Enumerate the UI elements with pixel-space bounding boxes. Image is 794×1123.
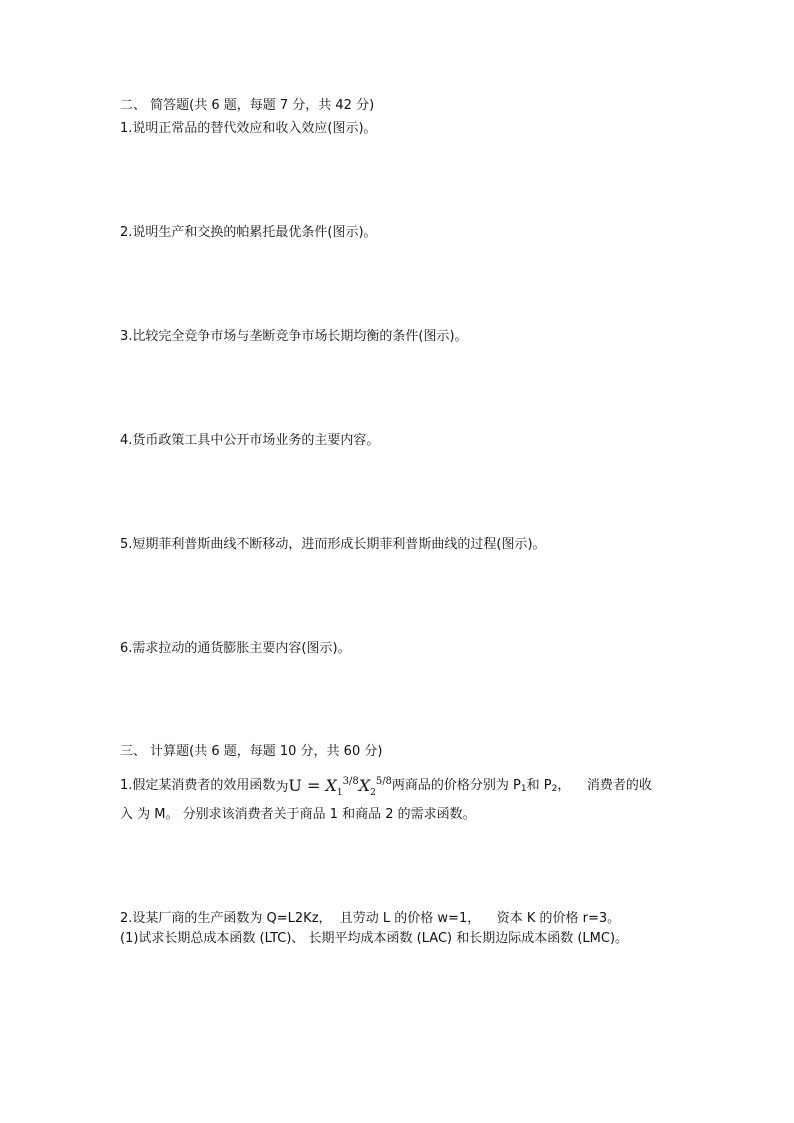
question-3-2-line-1: 2.设某厂商的生产函数为 Q=L2Kz， 且劳动 L 的价格 w=1， 资本 K 的价格 r=3。 bbox=[120, 911, 621, 926]
question-3-1-and: 和 P bbox=[526, 778, 552, 793]
section-2-heading: 二、 简答题(共 6 题，每题 7 分，共 42 分) bbox=[120, 98, 375, 113]
question-2-4: 4.货币政策工具中公开市场业务的主要内容。 bbox=[120, 433, 380, 448]
question-3-1-tail: ， 消费者的收 bbox=[557, 778, 652, 793]
formula-exp1: 3/8 bbox=[342, 776, 359, 787]
formula-sub1: 1 bbox=[336, 788, 343, 798]
formula-x1: X bbox=[325, 776, 337, 795]
question-3-2-line-2: (1)试求长期总成本函数 (LTC)、 长期平均成本函数 (LAC) 和长期边际成本函数 (LMC)。 bbox=[120, 931, 629, 946]
formula-x2: X bbox=[358, 776, 371, 795]
section-3-heading: 三、 计算题(共 6 题，每题 10 分，共 60 分) bbox=[120, 744, 383, 759]
question-2-1: 1.说明正常品的替代效应和收入效应(图示)。 bbox=[120, 121, 377, 136]
question-3-1-after: 两商品的价格分别为 P bbox=[391, 778, 521, 793]
question-2-2: 2.说明生产和交换的帕累托最优条件(图示)。 bbox=[120, 225, 377, 240]
formula-exp2: 5/8 bbox=[375, 776, 392, 787]
question-3-1-line-2: 入 为 M。 分别求该消费者关于商品 1 和商品 2 的需求函数。 bbox=[120, 807, 476, 822]
question-2-6: 6.需求拉动的通货膨胀主要内容(图示)。 bbox=[120, 641, 351, 656]
question-3-1-prefix: 1.假定某消费者的效用函数 bbox=[120, 778, 276, 793]
question-2-3: 3.比较完全竞争市场与垄断竞争市场长期均衡的条件(图示)。 bbox=[120, 329, 468, 344]
formula-u: U = bbox=[288, 776, 326, 795]
utility-formula bbox=[275, 776, 392, 798]
price-sub1: 1 bbox=[520, 784, 527, 794]
question-3-1-line-1 bbox=[120, 772, 652, 799]
formula-wei: 为 bbox=[275, 780, 289, 795]
question-2-5: 5.短期菲利普斯曲线不断移动，进而形成长期菲利普斯曲线的过程(图示)。 bbox=[120, 537, 546, 552]
formula-sub2: 2 bbox=[370, 788, 376, 798]
price-sub2: 2 bbox=[551, 784, 558, 794]
